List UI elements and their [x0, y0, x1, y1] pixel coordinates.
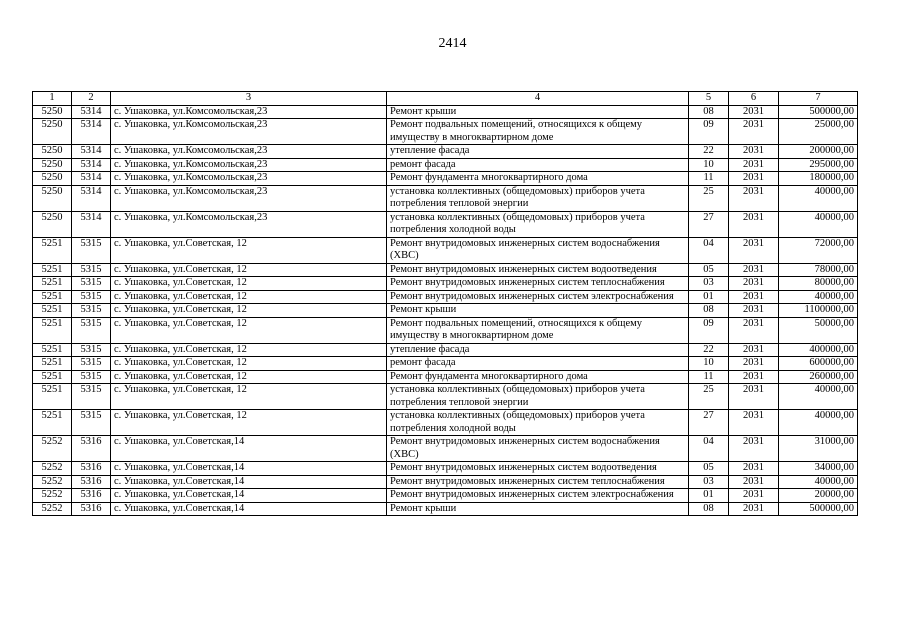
column-header: 2 [72, 92, 111, 106]
house-code-cell: 5314 [72, 105, 111, 119]
record-number-cell: 5250 [33, 105, 72, 119]
year-cell: 2031 [729, 185, 779, 211]
record-number-cell: 5252 [33, 436, 72, 462]
table-row [33, 410, 858, 436]
table-row [33, 277, 858, 291]
record-number-cell: 5250 [33, 158, 72, 172]
house-code-cell: 5315 [72, 357, 111, 371]
cost-cell: 50000,00 [779, 317, 858, 343]
address-cell: с. Ушаковка, ул.Комсомольская,23 [111, 145, 387, 159]
table-row [33, 119, 858, 145]
work-type-cell: Ремонт внутридомовых инженерных систем водоотведения [387, 462, 689, 476]
record-number-cell: 5251 [33, 384, 72, 410]
record-number-cell: 5251 [33, 370, 72, 384]
table-row [33, 263, 858, 277]
address-cell: с. Ушаковка, ул.Комсомольская,23 [111, 185, 387, 211]
record-number-cell: 5251 [33, 317, 72, 343]
record-number-cell: 5251 [33, 343, 72, 357]
year-cell: 2031 [729, 357, 779, 371]
cost-cell: 40000,00 [779, 475, 858, 489]
year-cell: 2031 [729, 158, 779, 172]
house-code-cell: 5315 [72, 384, 111, 410]
house-code-cell: 5315 [72, 410, 111, 436]
work-type-cell: утепление фасада [387, 343, 689, 357]
record-number-cell: 5251 [33, 277, 72, 291]
table-row [33, 172, 858, 186]
cost-cell: 25000,00 [779, 119, 858, 145]
record-number-cell: 5251 [33, 237, 72, 263]
work-code-cell: 08 [689, 105, 729, 119]
table-body [33, 92, 858, 516]
cost-cell: 72000,00 [779, 237, 858, 263]
house-code-cell: 5315 [72, 237, 111, 263]
work-code-cell: 01 [689, 489, 729, 503]
address-cell: с. Ушаковка, ул.Советская,14 [111, 489, 387, 503]
record-number-cell: 5250 [33, 119, 72, 145]
house-code-cell: 5316 [72, 462, 111, 476]
year-cell: 2031 [729, 462, 779, 476]
column-header: 3 [111, 92, 387, 106]
table-row [33, 317, 858, 343]
cost-cell: 78000,00 [779, 263, 858, 277]
work-type-cell: утепление фасада [387, 145, 689, 159]
address-cell: с. Ушаковка, ул.Советская, 12 [111, 277, 387, 291]
address-cell: с. Ушаковка, ул.Комсомольская,23 [111, 172, 387, 186]
work-type-cell: установка коллективных (общедомовых) приборов учета потребления холодной воды [387, 211, 689, 237]
house-code-cell: 5315 [72, 343, 111, 357]
address-cell: с. Ушаковка, ул.Советская, 12 [111, 263, 387, 277]
year-cell: 2031 [729, 237, 779, 263]
work-type-cell: Ремонт внутридомовых инженерных систем теплоснабжения [387, 475, 689, 489]
work-type-cell: Ремонт крыши [387, 105, 689, 119]
year-cell: 2031 [729, 489, 779, 503]
table-row [33, 185, 858, 211]
cost-cell: 260000,00 [779, 370, 858, 384]
address-cell: с. Ушаковка, ул.Комсомольская,23 [111, 105, 387, 119]
table-row [33, 158, 858, 172]
work-type-cell: установка коллективных (общедомовых) приборов учета потребления холодной воды [387, 410, 689, 436]
page-number: 2414 [438, 36, 467, 51]
column-header: 7 [779, 92, 858, 106]
house-code-cell: 5316 [72, 489, 111, 503]
cost-cell: 80000,00 [779, 277, 858, 291]
work-code-cell: 04 [689, 237, 729, 263]
house-code-cell: 5315 [72, 263, 111, 277]
cost-cell: 40000,00 [779, 410, 858, 436]
year-cell: 2031 [729, 502, 779, 516]
house-code-cell: 5315 [72, 304, 111, 318]
work-type-cell: ремонт фасада [387, 357, 689, 371]
work-code-cell: 05 [689, 263, 729, 277]
cost-cell: 34000,00 [779, 462, 858, 476]
house-code-cell: 5314 [72, 172, 111, 186]
address-cell: с. Ушаковка, ул.Советская, 12 [111, 410, 387, 436]
record-number-cell: 5251 [33, 290, 72, 304]
work-code-cell: 10 [689, 357, 729, 371]
cost-cell: 40000,00 [779, 211, 858, 237]
repair-register-table [32, 91, 858, 516]
work-type-cell: Ремонт внутридомовых инженерных систем водоснабжения (ХВС) [387, 436, 689, 462]
year-cell: 2031 [729, 263, 779, 277]
work-code-cell: 25 [689, 185, 729, 211]
year-cell: 2031 [729, 475, 779, 489]
table-row [33, 370, 858, 384]
work-type-cell: установка коллективных (общедомовых) приборов учета потребления тепловой энергии [387, 384, 689, 410]
address-cell: с. Ушаковка, ул.Советская, 12 [111, 343, 387, 357]
record-number-cell: 5251 [33, 357, 72, 371]
work-code-cell: 03 [689, 277, 729, 291]
column-header: 5 [689, 92, 729, 106]
address-cell: с. Ушаковка, ул.Советская, 12 [111, 370, 387, 384]
year-cell: 2031 [729, 304, 779, 318]
table-row [33, 475, 858, 489]
work-type-cell: Ремонт внутридомовых инженерных систем водоотведения [387, 263, 689, 277]
year-cell: 2031 [729, 119, 779, 145]
work-code-cell: 09 [689, 119, 729, 145]
work-code-cell: 22 [689, 343, 729, 357]
work-type-cell: Ремонт крыши [387, 304, 689, 318]
table-row [33, 502, 858, 516]
work-code-cell: 08 [689, 304, 729, 318]
work-code-cell: 03 [689, 475, 729, 489]
work-code-cell: 08 [689, 502, 729, 516]
work-code-cell: 11 [689, 370, 729, 384]
house-code-cell: 5316 [72, 502, 111, 516]
table-row [33, 211, 858, 237]
address-cell: с. Ушаковка, ул.Советская,14 [111, 462, 387, 476]
work-type-cell: Ремонт фундамента многоквартирного дома [387, 172, 689, 186]
column-header: 1 [33, 92, 72, 106]
cost-cell: 1100000,00 [779, 304, 858, 318]
year-cell: 2031 [729, 384, 779, 410]
table-row [33, 304, 858, 318]
work-code-cell: 01 [689, 290, 729, 304]
record-number-cell: 5252 [33, 489, 72, 503]
address-cell: с. Ушаковка, ул.Советская, 12 [111, 290, 387, 304]
address-cell: с. Ушаковка, ул.Советская, 12 [111, 357, 387, 371]
work-type-cell: Ремонт фундамента многоквартирного дома [387, 370, 689, 384]
house-code-cell: 5314 [72, 211, 111, 237]
house-code-cell: 5316 [72, 475, 111, 489]
record-number-cell: 5250 [33, 145, 72, 159]
record-number-cell: 5250 [33, 172, 72, 186]
table-row [33, 489, 858, 503]
year-cell: 2031 [729, 436, 779, 462]
year-cell: 2031 [729, 145, 779, 159]
work-type-cell: Ремонт крыши [387, 502, 689, 516]
cost-cell: 500000,00 [779, 105, 858, 119]
table-row [33, 290, 858, 304]
year-cell: 2031 [729, 290, 779, 304]
house-code-cell: 5314 [72, 145, 111, 159]
cost-cell: 20000,00 [779, 489, 858, 503]
address-cell: с. Ушаковка, ул.Советская, 12 [111, 237, 387, 263]
year-cell: 2031 [729, 317, 779, 343]
work-code-cell: 04 [689, 436, 729, 462]
work-type-cell: Ремонт внутридомовых инженерных систем электроснабжения [387, 290, 689, 304]
record-number-cell: 5252 [33, 502, 72, 516]
table-row [33, 384, 858, 410]
work-type-cell: установка коллективных (общедомовых) приборов учета потребления тепловой энергии [387, 185, 689, 211]
house-code-cell: 5314 [72, 119, 111, 145]
year-cell: 2031 [729, 105, 779, 119]
table-row [33, 436, 858, 462]
record-number-cell: 5251 [33, 263, 72, 277]
house-code-cell: 5314 [72, 185, 111, 211]
year-cell: 2031 [729, 277, 779, 291]
table-row [33, 105, 858, 119]
table-row [33, 357, 858, 371]
year-cell: 2031 [729, 410, 779, 436]
cost-cell: 40000,00 [779, 290, 858, 304]
work-code-cell: 25 [689, 384, 729, 410]
cost-cell: 400000,00 [779, 343, 858, 357]
house-code-cell: 5315 [72, 370, 111, 384]
work-code-cell: 27 [689, 211, 729, 237]
cost-cell: 600000,00 [779, 357, 858, 371]
table-row [33, 237, 858, 263]
cost-cell: 180000,00 [779, 172, 858, 186]
work-code-cell: 10 [689, 158, 729, 172]
house-code-cell: 5315 [72, 290, 111, 304]
address-cell: с. Ушаковка, ул.Комсомольская,23 [111, 158, 387, 172]
year-cell: 2031 [729, 172, 779, 186]
table-row [33, 145, 858, 159]
year-cell: 2031 [729, 343, 779, 357]
house-code-cell: 5315 [72, 317, 111, 343]
work-code-cell: 05 [689, 462, 729, 476]
cost-cell: 200000,00 [779, 145, 858, 159]
year-cell: 2031 [729, 211, 779, 237]
work-type-cell: ремонт фасада [387, 158, 689, 172]
cost-cell: 40000,00 [779, 185, 858, 211]
cost-cell: 295000,00 [779, 158, 858, 172]
house-code-cell: 5315 [72, 277, 111, 291]
record-number-cell: 5252 [33, 462, 72, 476]
address-cell: с. Ушаковка, ул.Советская, 12 [111, 304, 387, 318]
column-header: 4 [387, 92, 689, 106]
record-number-cell: 5251 [33, 410, 72, 436]
house-code-cell: 5314 [72, 158, 111, 172]
work-type-cell: Ремонт подвальных помещений, относящихся к общему имуществу в многоквартирном доме [387, 317, 689, 343]
address-cell: с. Ушаковка, ул.Советская,14 [111, 475, 387, 489]
record-number-cell: 5251 [33, 304, 72, 318]
record-number-cell: 5252 [33, 475, 72, 489]
cost-cell: 31000,00 [779, 436, 858, 462]
work-type-cell: Ремонт внутридомовых инженерных систем теплоснабжения [387, 277, 689, 291]
record-number-cell: 5250 [33, 185, 72, 211]
record-number-cell: 5250 [33, 211, 72, 237]
work-code-cell: 09 [689, 317, 729, 343]
work-code-cell: 22 [689, 145, 729, 159]
address-cell: с. Ушаковка, ул.Советская,14 [111, 436, 387, 462]
address-cell: с. Ушаковка, ул.Комсомольская,23 [111, 119, 387, 145]
work-type-cell: Ремонт подвальных помещений, относящихся к общему имуществу в многоквартирном доме [387, 119, 689, 145]
column-number-row [33, 92, 858, 106]
address-cell: с. Ушаковка, ул.Комсомольская,23 [111, 211, 387, 237]
cost-cell: 500000,00 [779, 502, 858, 516]
table-row [33, 343, 858, 357]
cost-cell: 40000,00 [779, 384, 858, 410]
column-header: 6 [729, 92, 779, 106]
table-row [33, 462, 858, 476]
address-cell: с. Ушаковка, ул.Советская, 12 [111, 384, 387, 410]
address-cell: с. Ушаковка, ул.Советская,14 [111, 502, 387, 516]
work-type-cell: Ремонт внутридомовых инженерных систем электроснабжения [387, 489, 689, 503]
work-code-cell: 11 [689, 172, 729, 186]
address-cell: с. Ушаковка, ул.Советская, 12 [111, 317, 387, 343]
year-cell: 2031 [729, 370, 779, 384]
house-code-cell: 5316 [72, 436, 111, 462]
work-type-cell: Ремонт внутридомовых инженерных систем водоснабжения (ХВС) [387, 237, 689, 263]
work-code-cell: 27 [689, 410, 729, 436]
